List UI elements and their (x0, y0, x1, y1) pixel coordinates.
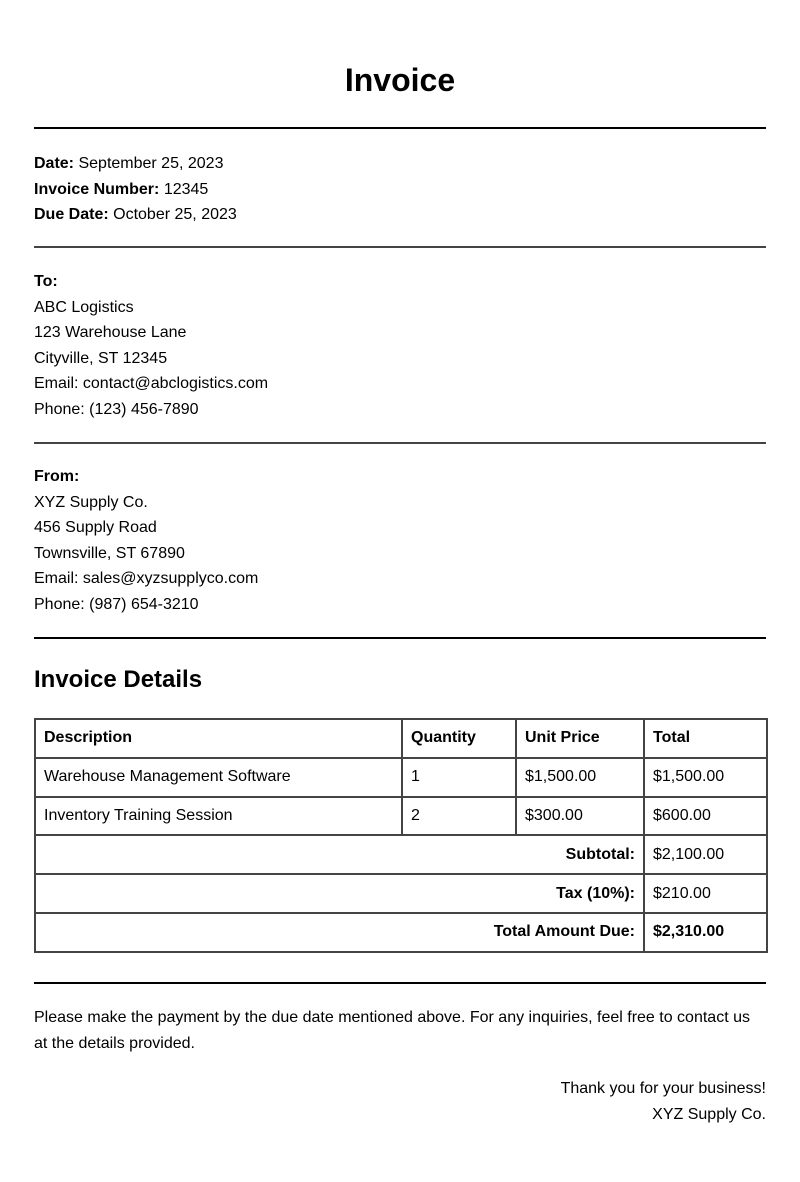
recipient-phone: Phone: (123) 456-7890 (34, 400, 199, 418)
divider (34, 127, 766, 129)
invoice-items-table (34, 718, 768, 953)
tax-row (35, 874, 767, 913)
recipient-address-line2: Cityville, ST 12345 (34, 349, 168, 367)
table-row (35, 797, 767, 836)
recipient-address-line1: 123 Warehouse Lane (34, 324, 187, 342)
item-quantity: 2 (402, 797, 516, 836)
recipient-block (34, 269, 766, 423)
item-quantity: 1 (402, 758, 516, 797)
payment-note: Please make the payment by the due date mentioned above. For any inquiries, feel free to contact us at the details provided. (34, 1009, 750, 1052)
subtotal-value: $2,100.00 (644, 835, 767, 874)
sender-label: From: (34, 468, 80, 485)
item-description: Inventory Training Session (35, 797, 402, 836)
sender-phone: Phone: (987) 654-3210 (34, 595, 199, 613)
item-description: Warehouse Management Software (35, 758, 402, 797)
invoice-number-label: Invoice Number: (34, 180, 160, 198)
total-row (35, 913, 767, 952)
date-line (34, 151, 766, 177)
total-label: Total Amount Due: (35, 913, 644, 952)
signoff-company: XYZ Supply Co. (652, 1106, 766, 1123)
item-unit-price: $300.00 (516, 797, 644, 836)
date-label: Date: (34, 155, 75, 172)
divider (34, 982, 766, 984)
column-header: Unit Price (516, 719, 644, 758)
signoff (366, 1076, 766, 1128)
date-value: September 25, 2023 (78, 155, 224, 172)
subtotal-row (35, 835, 767, 874)
sender-address-line1: 456 Supply Road (34, 519, 157, 537)
due-date-value: October 25, 2023 (113, 206, 237, 224)
invoice-meta (34, 151, 766, 228)
recipient-email: Email: contact@abclogistics.com (34, 375, 269, 393)
invoice-number-value: 12345 (163, 180, 209, 198)
subtotal-label: Subtotal: (35, 835, 644, 874)
sender-address-line2: Townsville, ST 67890 (34, 544, 185, 562)
due-date-label: Due Date: (34, 206, 109, 224)
thanks-text: Thank you for your business! (560, 1080, 766, 1097)
table-row (35, 758, 767, 797)
total-value: $2,310.00 (644, 913, 767, 952)
recipient-label: To: (34, 273, 58, 290)
tax-label: Tax (10%): (35, 874, 644, 913)
sender-email: Email: sales@xyzsupplyco.com (34, 570, 259, 588)
divider (34, 637, 766, 639)
item-total: $600.00 (644, 797, 767, 836)
item-unit-price: $1,500.00 (516, 758, 644, 797)
sender-block (34, 464, 766, 618)
divider (34, 442, 766, 444)
due-date-line (34, 202, 766, 228)
tax-value: $210.00 (644, 874, 767, 913)
page-title: Invoice (344, 62, 456, 98)
sender-name: XYZ Supply Co. (34, 493, 148, 511)
column-header: Total (644, 719, 767, 758)
invoice-number-line (34, 177, 766, 203)
item-total: $1,500.00 (644, 758, 767, 797)
column-header: Quantity (402, 719, 516, 758)
table-header-row (35, 719, 767, 758)
recipient-name: ABC Logistics (34, 298, 134, 316)
divider (34, 246, 766, 248)
column-header: Description (35, 719, 402, 758)
invoice-details-heading: Invoice Details (34, 666, 203, 693)
